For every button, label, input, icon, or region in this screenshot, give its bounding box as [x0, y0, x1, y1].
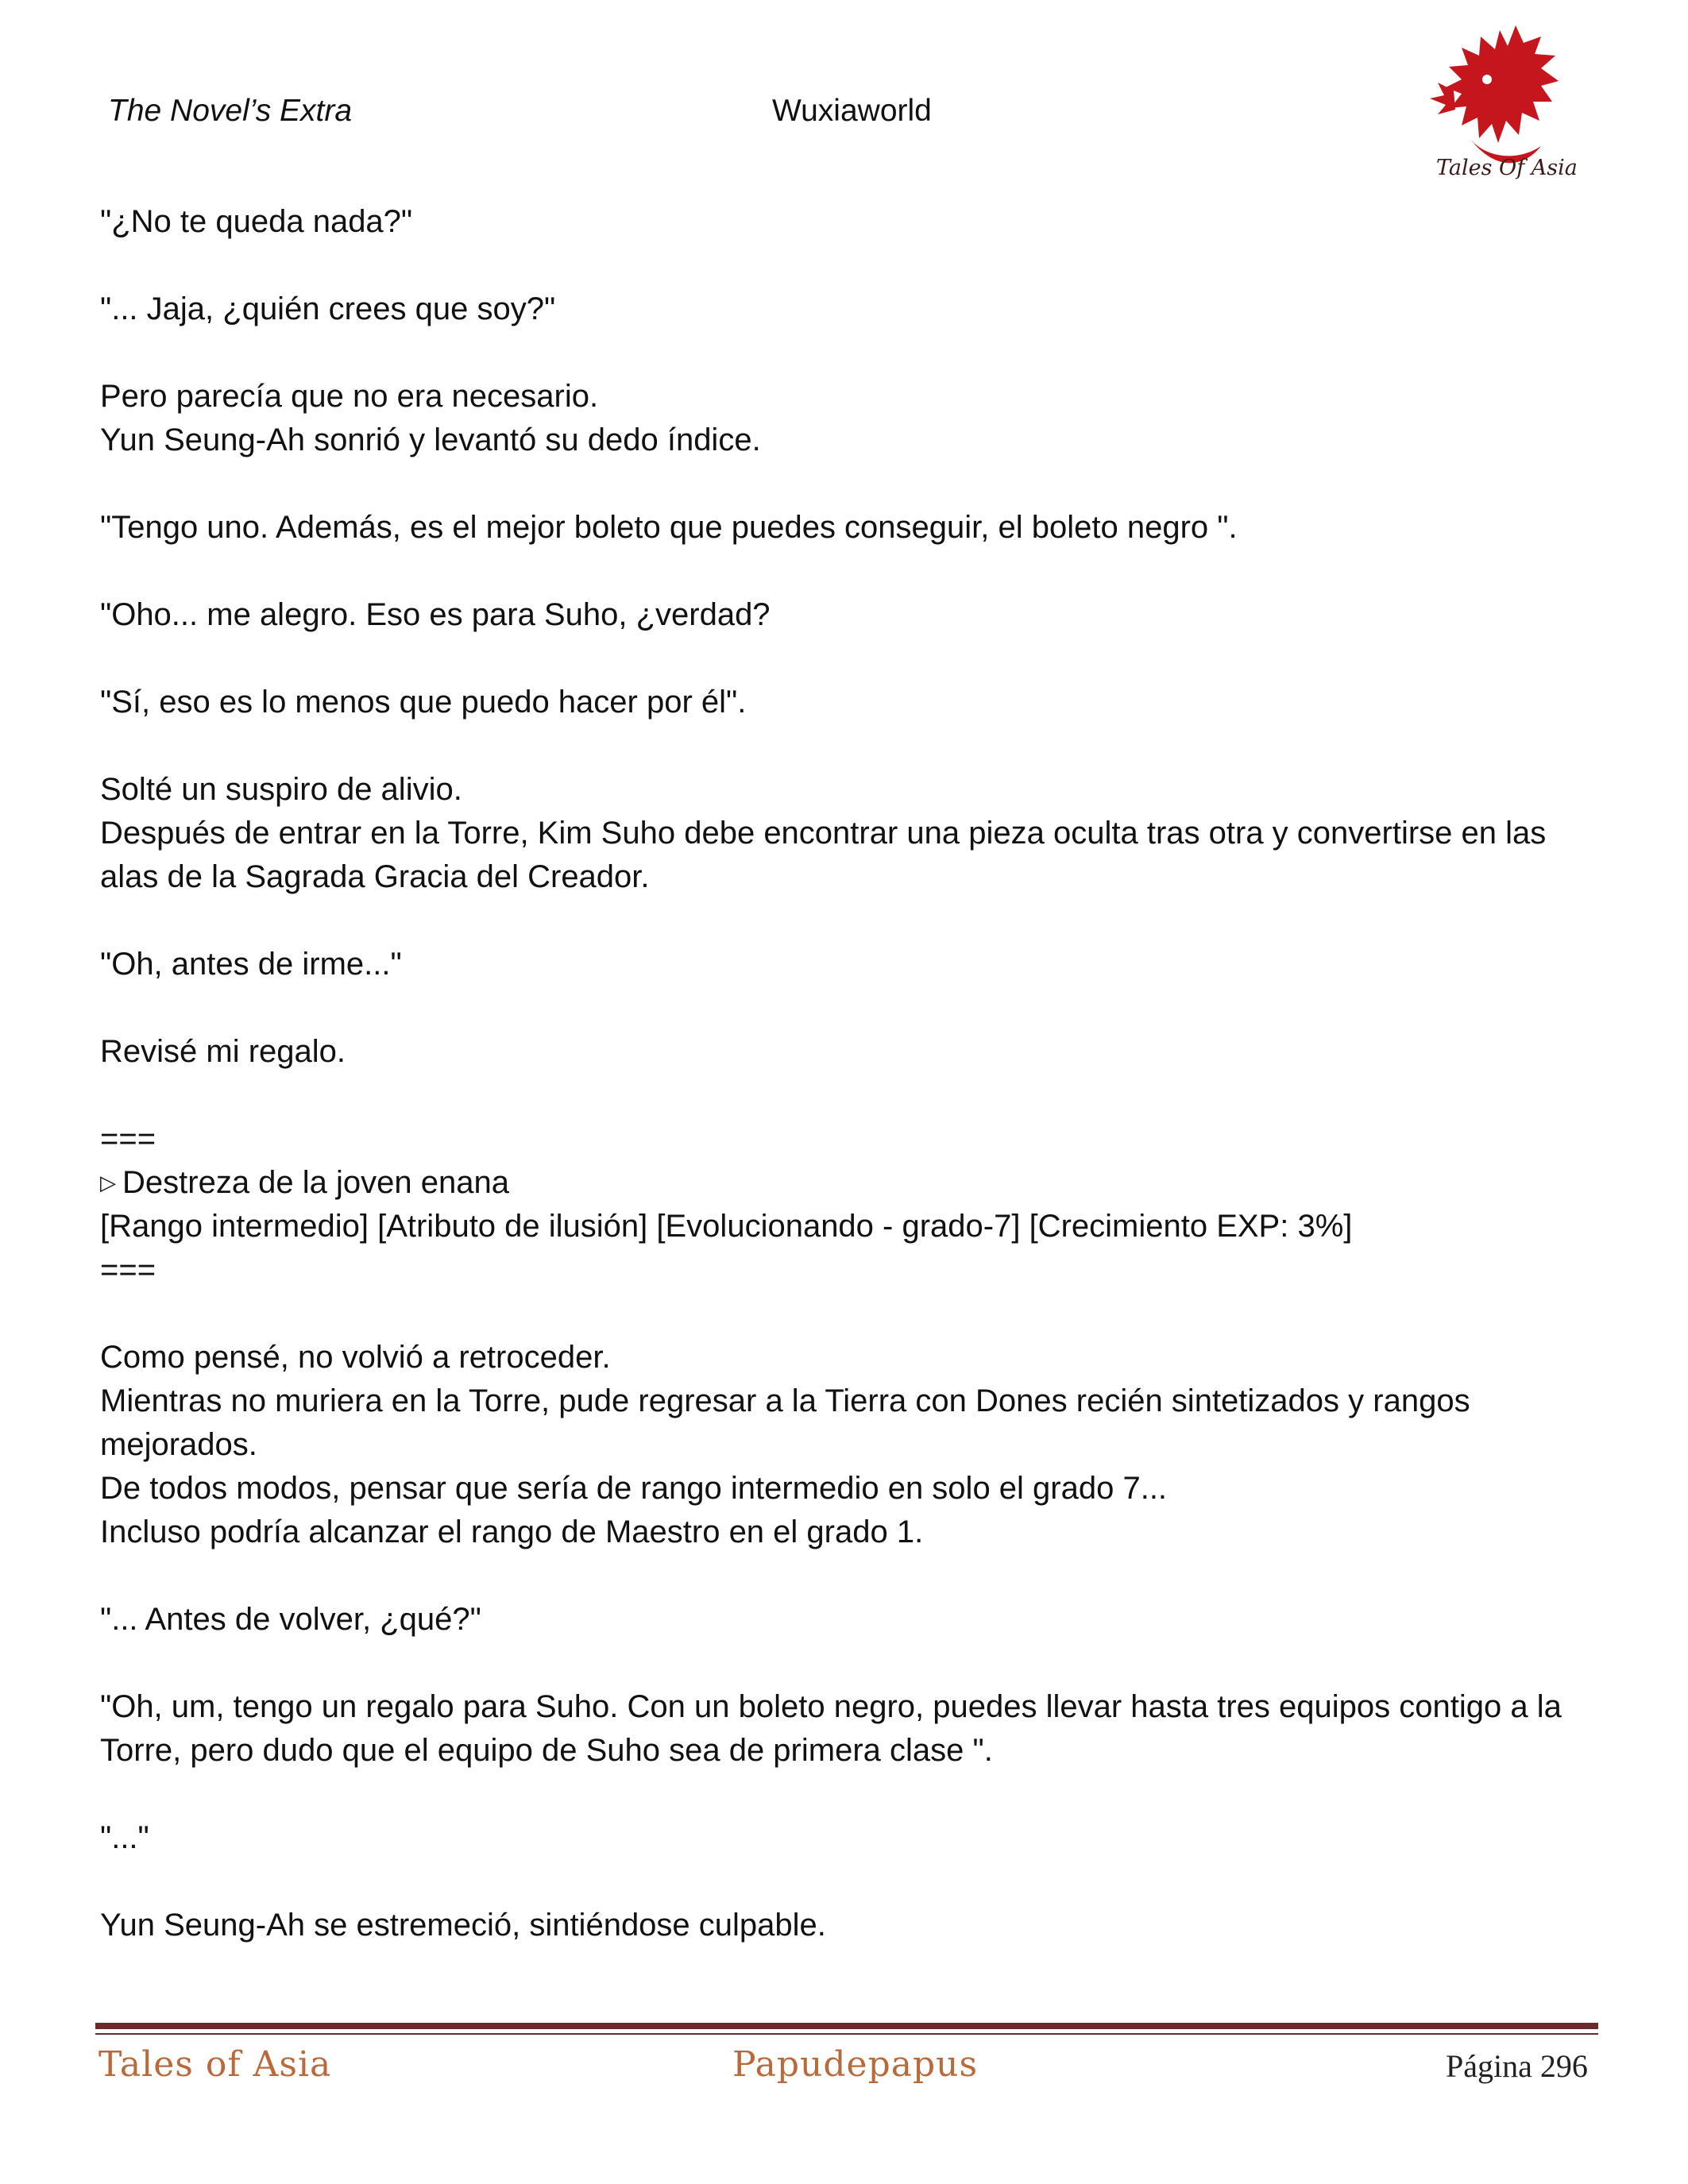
- paragraph: [100, 1336, 1593, 1554]
- triangle-marker-icon: ▷: [100, 1171, 116, 1194]
- chapter-text: [100, 200, 1593, 1947]
- logo-text: Tales Of Asia: [1436, 156, 1578, 180]
- paragraph: "...": [100, 1820, 149, 1855]
- page-number: Página 296: [1446, 2048, 1588, 2084]
- paragraph-line: Como pensé, no volvió a retroceder.: [100, 1340, 611, 1375]
- footer-publisher: Tales of Asia: [98, 2044, 332, 2085]
- paragraph-line: De todos modos, pensar que sería de rango intermedio en solo el grado 7...: [100, 1471, 1168, 1506]
- paragraph: "Tengo uno. Además, es el mejor boleto que puedes conseguir, el boleto negro ".: [100, 510, 1238, 545]
- paragraph: Revisé mi regalo.: [100, 1034, 346, 1069]
- paragraph-line: Yun Seung-Ah sonrió y levantó su dedo índice.: [100, 423, 761, 457]
- paragraph-line: Incluso podría alcanzar el rango de Maestro en el grado 1.: [100, 1515, 924, 1549]
- footer-translator: Papudepapus: [732, 2044, 979, 2085]
- paragraph: "... Antes de volver, ¿qué?": [100, 1602, 481, 1637]
- status-details: [Rango intermedio] [Atributo de ilusión] [Evolucionando - grado-7] [Crecimiento EXP: 3%]: [100, 1209, 1353, 1244]
- status-title: Destreza de la joven enana: [122, 1165, 509, 1200]
- paragraph: "Oh, antes de irme...": [100, 947, 402, 982]
- paragraph-line: Solté un suspiro de alivio.: [100, 772, 462, 807]
- paragraph: [100, 375, 1593, 462]
- header-novel-title: The Novel’s Extra: [108, 94, 353, 128]
- status-window: [100, 1117, 1593, 1292]
- paragraph: "Oho... me alegro. Eso es para Suho, ¿verdad?: [100, 597, 771, 632]
- paragraph: "Sí, eso es lo menos que puedo hacer por él".: [100, 685, 747, 720]
- footer-divider-thin: [95, 2033, 1598, 2035]
- paragraph: Yun Seung-Ah se estremeció, sintiéndose culpable.: [100, 1908, 826, 1943]
- status-title-line: [100, 1161, 1593, 1205]
- status-separator-bottom: ===: [100, 1252, 156, 1287]
- header-site-name: Wuxiaworld: [772, 94, 932, 128]
- paragraph: "¿No te queda nada?": [100, 204, 413, 239]
- paragraph-line: Mientras no muriera en la Torre, pude regresar a la Tierra con Dones recién sintetizados y rangos mejorados.: [100, 1383, 1470, 1462]
- paragraph: "Oh, um, tengo un regalo para Suho. Con un boleto negro, puedes llevar hasta tres equipos contigo a la Torre, pero dudo que el equipo de Suho sea de primera clase ".: [100, 1689, 1562, 1768]
- footer-divider: [95, 2023, 1598, 2029]
- paragraph-line: Después de entrar en la Torre, Kim Suho debe encontrar una pieza oculta tras otra y convertirse en las alas de la Sagrada Gracia del Creador.: [100, 816, 1547, 894]
- paragraph-line: Pero parecía que no era necesario.: [100, 379, 599, 414]
- status-separator-top: ===: [100, 1121, 156, 1156]
- paragraph: "... Jaja, ¿quién crees que soy?": [100, 291, 556, 326]
- paragraph: [100, 768, 1593, 899]
